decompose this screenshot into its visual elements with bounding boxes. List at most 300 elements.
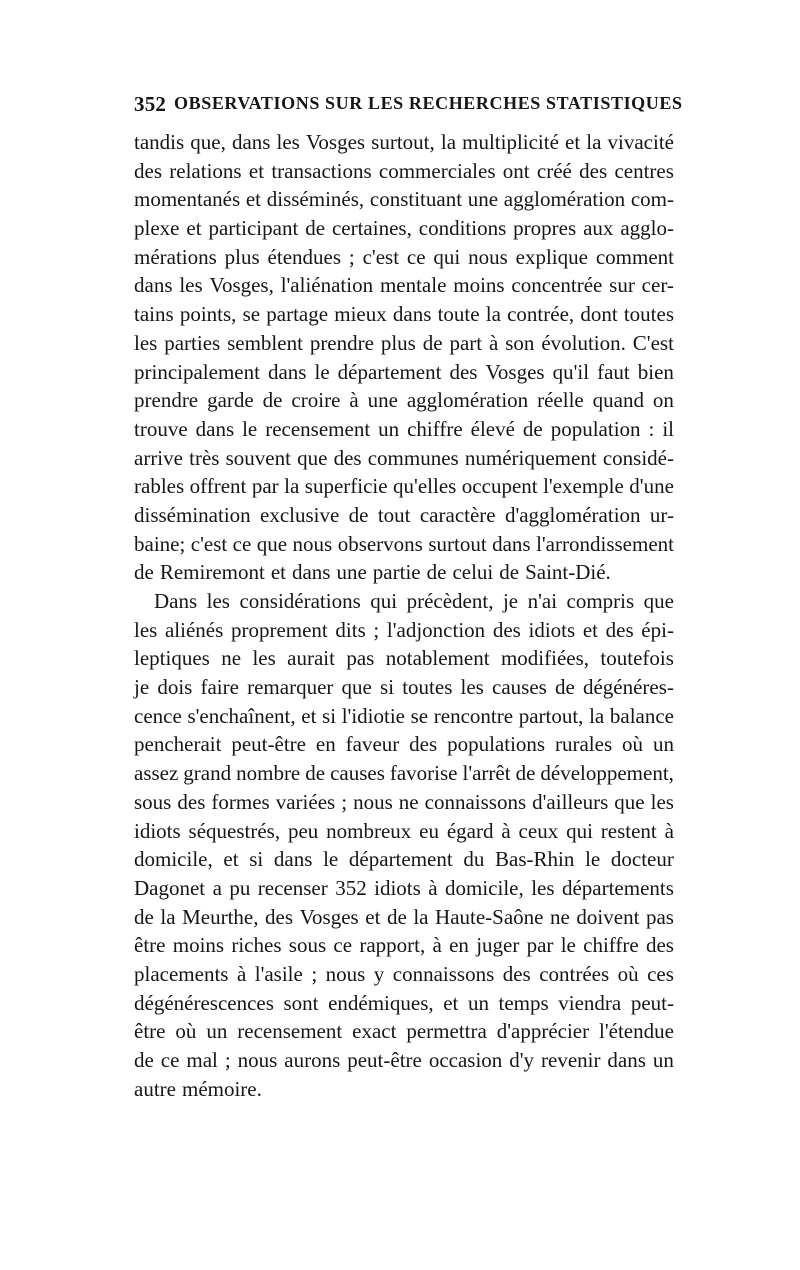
text-line (134, 214, 674, 243)
word: que (614, 789, 645, 814)
word: plus (224, 244, 260, 269)
word: pu (229, 875, 251, 900)
word: cence (134, 703, 182, 728)
word: croire (291, 388, 341, 413)
word: n'ai (527, 589, 558, 613)
word: revenir (541, 1048, 601, 1072)
word: ce (406, 244, 426, 269)
word: un (378, 416, 400, 441)
word: aliénés (164, 617, 224, 642)
word: des (409, 732, 438, 757)
word: ce (333, 933, 353, 958)
word: dégénéres- (582, 675, 674, 700)
word: faire (200, 675, 239, 700)
word: la (284, 474, 300, 499)
word: mieux (334, 302, 387, 327)
word: moins (453, 273, 505, 298)
text-line (134, 673, 674, 702)
word: favorise (389, 761, 458, 786)
word: le (560, 933, 576, 958)
word: évolution. (541, 330, 626, 355)
text-line (134, 702, 674, 731)
word: en (315, 732, 336, 757)
word: de (499, 560, 520, 585)
word: Remiremont (159, 560, 265, 585)
word: on (652, 388, 674, 413)
word: : (648, 416, 655, 441)
word: rurales (554, 732, 613, 757)
text-line (134, 185, 674, 214)
word: la (586, 130, 602, 154)
word: prendre (134, 388, 199, 413)
word: partout, (518, 703, 584, 728)
word: plexe (134, 216, 180, 241)
word: des (605, 617, 634, 642)
word: à (664, 818, 674, 843)
word: et (186, 216, 202, 241)
word: recensement (265, 416, 371, 441)
word: aurait (287, 646, 335, 671)
text-line (134, 874, 674, 903)
word: de (522, 416, 543, 441)
word: chiffre (407, 416, 463, 441)
word: occupent (461, 474, 538, 499)
word: caractère (419, 502, 496, 527)
word: très (189, 445, 220, 470)
word: qu'elles (393, 474, 457, 499)
word: recensement (237, 1019, 343, 1044)
word: qui (433, 244, 461, 269)
word: la (160, 904, 176, 929)
word: contrées (539, 961, 610, 986)
word: comment (595, 244, 674, 269)
text-line (134, 1017, 674, 1046)
word: participant (208, 216, 299, 241)
word: le (314, 359, 330, 384)
word: contrée, (507, 302, 575, 327)
word: de (305, 216, 326, 241)
word: ; (224, 1048, 231, 1072)
text-line (134, 989, 674, 1018)
word: a (212, 875, 222, 900)
word: connaissons (392, 961, 495, 986)
word: qui (370, 589, 398, 613)
word: mérations (134, 244, 217, 269)
word: de (134, 904, 154, 929)
word: dégénérescences (134, 990, 274, 1015)
word: Vosges (305, 130, 366, 154)
word: qui (566, 818, 593, 843)
word: peu (287, 818, 319, 843)
page-number: 352 (134, 92, 167, 116)
word: trouve (134, 416, 188, 441)
word: d'ailleurs (532, 789, 609, 814)
word: offrent (189, 474, 247, 499)
word: dans (231, 130, 271, 154)
text-line (134, 530, 674, 559)
word: bien (637, 359, 674, 384)
word: d'apprécier (496, 1019, 590, 1044)
word: l'arrêt (462, 761, 511, 786)
word: l'asile (254, 961, 303, 986)
text-line (134, 817, 674, 846)
word: les (531, 875, 555, 900)
word: rencontre (433, 703, 514, 728)
word: surtout (428, 531, 487, 556)
word: que (643, 589, 674, 613)
word: de (426, 560, 447, 585)
word: quand (592, 388, 644, 413)
text-line (134, 558, 674, 587)
running-header (134, 92, 683, 122)
word: Vosges (299, 904, 359, 929)
word: ceux (518, 818, 559, 843)
word: moins (172, 933, 225, 958)
word: tandis (134, 130, 185, 154)
word: à (432, 933, 442, 958)
word: temps (498, 990, 549, 1015)
word: idiots (134, 818, 181, 843)
word: variées (275, 789, 336, 814)
word: les (460, 675, 484, 700)
word: balance (609, 703, 674, 728)
word: une (467, 187, 499, 212)
word: causes (330, 761, 385, 786)
word: le (242, 416, 258, 441)
text-line (134, 845, 674, 874)
word: les (134, 330, 158, 355)
word: dans (195, 416, 235, 441)
word: sont (283, 990, 319, 1015)
text-line (134, 501, 674, 530)
word: le (323, 847, 339, 872)
body-text (134, 128, 674, 1103)
word: occasion (428, 1048, 503, 1072)
word: exact (352, 1019, 397, 1044)
word: d'agglomération (504, 502, 641, 527)
word: Dagonet (134, 875, 206, 900)
word: connaissons (424, 789, 527, 814)
word: d'une (629, 474, 674, 499)
word: proprement (230, 617, 328, 642)
word: idiots (374, 875, 421, 900)
text-line (134, 128, 674, 157)
word: l'exemple (543, 474, 624, 499)
word: et (270, 560, 286, 585)
word: faut (597, 359, 630, 384)
text-line (134, 587, 674, 616)
word: relations (169, 158, 242, 183)
word: un (467, 990, 489, 1015)
word: riches (231, 933, 282, 958)
word: des (333, 445, 362, 470)
word: développement, (540, 761, 674, 786)
word: je (502, 589, 519, 613)
text-line (134, 271, 674, 300)
word: Haute-Saône (435, 904, 544, 929)
word: ; (311, 961, 318, 986)
word: sous (288, 933, 327, 958)
word: des (502, 961, 531, 986)
word: ce (160, 1048, 180, 1072)
word: et (443, 990, 459, 1015)
word: une (367, 388, 398, 413)
word: en (449, 933, 469, 958)
word: ; (373, 617, 380, 642)
word: et (565, 130, 581, 154)
word: mentale (379, 273, 447, 298)
word: recenser (257, 875, 328, 900)
text-line (134, 157, 674, 186)
word: ur- (649, 502, 674, 527)
word: transactions (271, 158, 372, 183)
text-line (134, 444, 674, 473)
word: constituant (369, 187, 463, 212)
word: peut- (630, 990, 674, 1015)
word: celui (452, 560, 494, 585)
word: de (386, 904, 407, 929)
word: restent (600, 818, 657, 843)
word: disséminés, (266, 187, 365, 212)
text-line (134, 616, 674, 645)
word: toutefois (600, 646, 674, 671)
word: autre (134, 1076, 176, 1101)
word: du (463, 847, 485, 872)
word: commerciales (378, 158, 496, 183)
word: endémiques, (328, 990, 434, 1015)
word: 352 (335, 875, 367, 900)
word: pas (346, 646, 375, 671)
word: partage (266, 302, 329, 327)
word: Saint-Dié. (525, 560, 611, 585)
word: de (134, 560, 154, 585)
word: faveur (345, 732, 400, 757)
word: département (337, 359, 442, 384)
word: et (248, 158, 265, 183)
word: C'est (632, 330, 674, 355)
word: sur (609, 273, 635, 298)
word: et (582, 617, 598, 642)
word: tains (134, 302, 174, 327)
word: assez (134, 761, 179, 786)
text-line (134, 243, 674, 272)
word: leptiques (134, 646, 210, 671)
word: mal (186, 1048, 218, 1072)
word: numériquement (464, 445, 597, 470)
word: nombreux (326, 818, 412, 843)
word: permettra (406, 1019, 487, 1044)
word: centres (614, 158, 674, 183)
word: réelle (537, 388, 584, 413)
word: à (236, 961, 247, 986)
text-line (134, 931, 674, 960)
word: les (206, 589, 230, 613)
word: juger (476, 933, 520, 958)
word: observons (337, 531, 423, 556)
word: sous (134, 789, 172, 814)
word: explique (515, 244, 588, 269)
word: être (134, 1019, 166, 1044)
word: de (134, 1048, 154, 1072)
word: l'aliénation (280, 273, 374, 298)
running-title: OBSERVATIONS SUR LES RECHERCHES STATISTIQUES (174, 93, 683, 113)
word: toutes (623, 302, 674, 327)
word: considérations (239, 589, 361, 613)
word: les (650, 789, 674, 814)
word: de (262, 388, 283, 413)
word: les (179, 273, 203, 298)
word: Bas-Rhin (495, 847, 575, 872)
word: pencherait (134, 732, 222, 757)
text-line (134, 358, 674, 387)
word: des (645, 933, 674, 958)
word: modifiées, (500, 646, 590, 671)
word: si (322, 703, 337, 728)
word: la (589, 703, 605, 728)
word: superficie (304, 474, 388, 499)
word: l'arrondissement (536, 531, 674, 556)
word: élevé (470, 416, 515, 441)
word: il (662, 416, 674, 441)
word: Vosges, (209, 273, 274, 298)
word: séquestrés, (188, 818, 281, 843)
word: compris (566, 589, 635, 613)
word: que, (190, 130, 226, 154)
word: la (485, 302, 501, 327)
word: étendues (267, 244, 342, 269)
word: se (410, 703, 429, 728)
word: la (440, 130, 457, 154)
word: des (177, 789, 206, 814)
word: agglo- (620, 216, 674, 241)
word: des (265, 904, 294, 929)
word: de (515, 761, 536, 786)
word: se (242, 302, 261, 327)
word: des (449, 359, 478, 384)
word: certaines, (331, 216, 412, 241)
word: c'est (362, 244, 400, 269)
word: surtout, (371, 130, 435, 154)
word: que (256, 531, 288, 556)
word: dois (157, 675, 193, 700)
word: et (301, 703, 317, 728)
word: arrive (134, 445, 183, 470)
word: à (428, 875, 438, 900)
word: par (526, 933, 554, 958)
word: Vosges (485, 359, 545, 384)
word: considé- (602, 445, 674, 470)
word: aurons (284, 1048, 341, 1072)
word: où (622, 732, 644, 757)
text-line (134, 1046, 674, 1075)
word: dits (335, 617, 366, 642)
word: les (276, 130, 300, 154)
word: département (348, 847, 453, 872)
word: dans (291, 560, 331, 585)
word: où (617, 961, 639, 986)
word: dans (273, 847, 313, 872)
word: un (652, 732, 674, 757)
word: ce (232, 531, 252, 556)
word: domicile, (445, 875, 524, 900)
word: agglomération (406, 388, 529, 413)
word: notablement (385, 646, 490, 671)
word: peut-être (231, 732, 306, 757)
word: l'idiotie (341, 703, 405, 728)
word: où (175, 1019, 197, 1044)
word: cer- (641, 273, 674, 298)
word: l'adjonction (386, 617, 486, 642)
word: de (422, 330, 443, 355)
word: partie (372, 560, 421, 585)
word: concentrée (511, 273, 603, 298)
word: parties (164, 330, 221, 355)
word: s'enchaînent, (187, 703, 296, 728)
word: départements (561, 875, 674, 900)
word: peut-être (347, 1048, 422, 1072)
word: à (349, 388, 359, 413)
word: toute (437, 302, 480, 327)
word: nous (325, 961, 366, 986)
word: et (223, 847, 239, 872)
word: baine; (134, 531, 186, 556)
word: qu'il (552, 359, 590, 384)
word: souvent (225, 445, 291, 470)
word: nombre (236, 761, 301, 786)
word: ne (398, 789, 419, 814)
word: c'est (190, 531, 228, 556)
word: des (492, 617, 521, 642)
text-line (134, 730, 674, 759)
word: égard (446, 818, 494, 843)
word: garde (207, 388, 254, 413)
word: populations (447, 732, 546, 757)
word: exclusive (260, 502, 340, 527)
word: docteur (610, 847, 674, 872)
word: com- (630, 187, 674, 212)
word: conditions (418, 216, 507, 241)
word: semblent (227, 330, 303, 355)
word: ; (341, 789, 348, 814)
word: multiplicité (462, 130, 559, 154)
word: créé (536, 158, 572, 183)
word: causes (492, 675, 547, 700)
word: de (554, 675, 575, 700)
word: part (449, 330, 483, 355)
word: Meurthe, (182, 904, 259, 929)
word: ne (550, 904, 570, 929)
word: un (206, 1019, 228, 1044)
word: de (348, 502, 369, 527)
text-line (134, 415, 674, 444)
word: viendra (558, 990, 622, 1015)
word: ne (221, 646, 242, 671)
text-line (134, 300, 674, 329)
word: par (251, 474, 279, 499)
word: momentanés (134, 187, 241, 212)
word: remarquer (247, 675, 334, 700)
word: pas (645, 904, 674, 929)
word: nous (292, 531, 333, 556)
word: ; (348, 244, 355, 269)
word: doivent (576, 904, 640, 929)
word: si (249, 847, 264, 872)
word: à (489, 330, 499, 355)
word: formes (211, 789, 270, 814)
word: placements (134, 961, 229, 986)
word: de (305, 761, 326, 786)
text-line (134, 644, 674, 673)
